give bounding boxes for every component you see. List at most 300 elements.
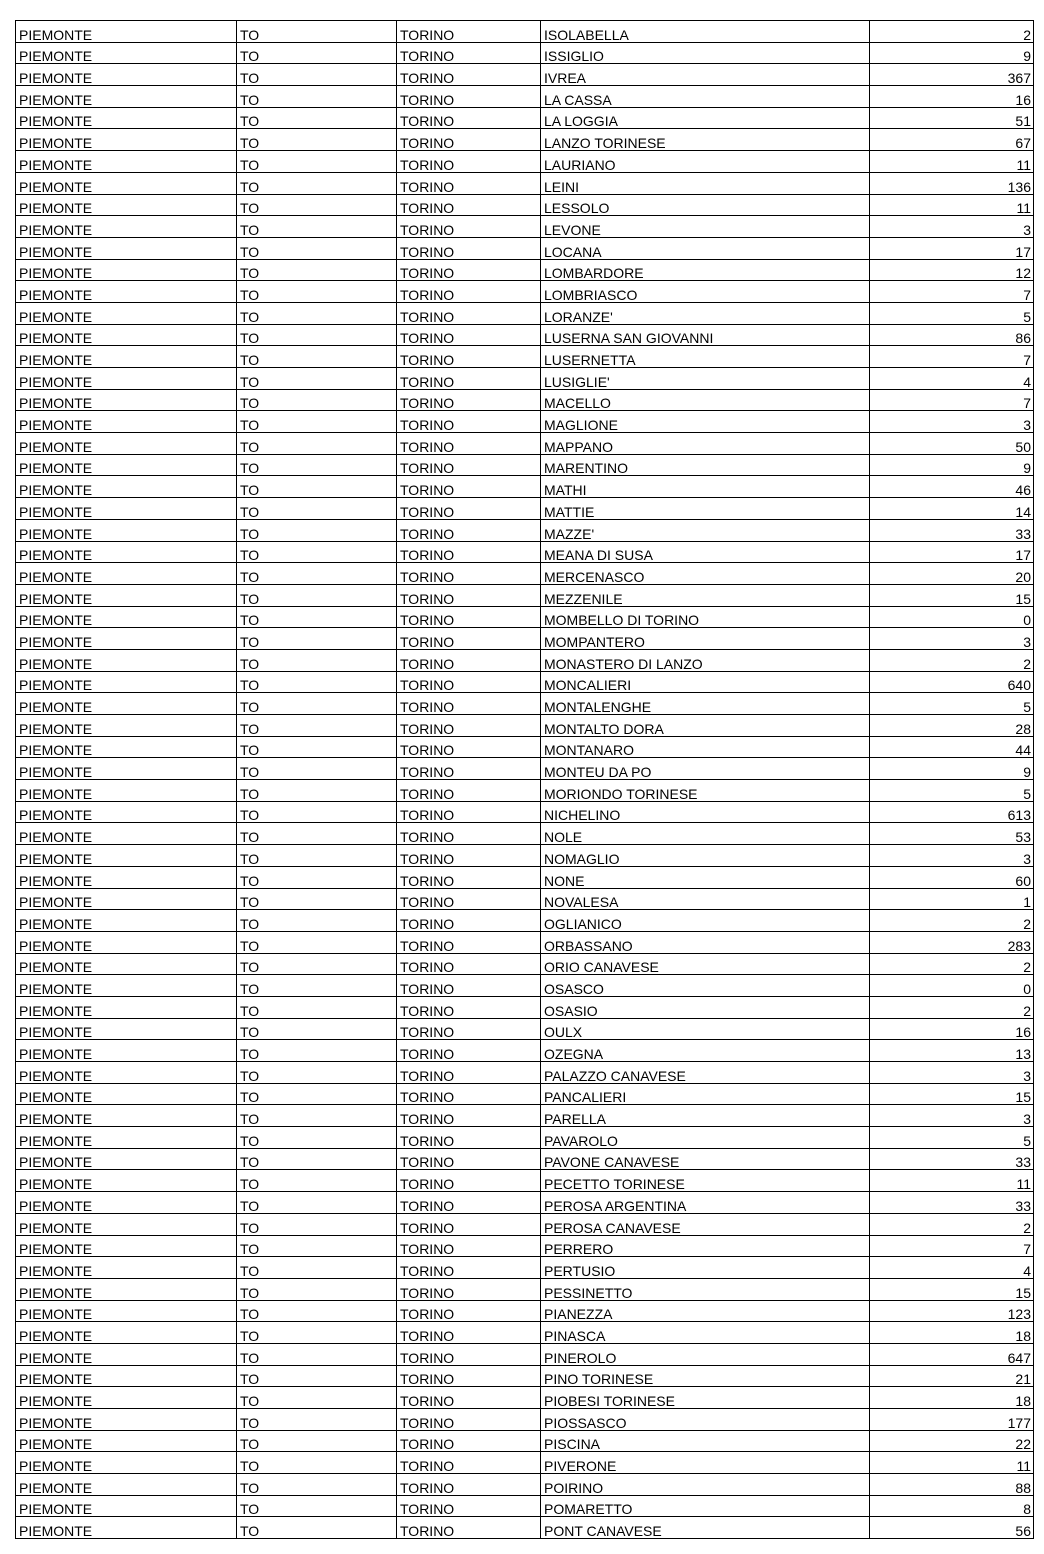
province-code-cell: TO xyxy=(237,1409,397,1431)
region-cell: PIEMONTE xyxy=(16,519,237,541)
region-cell: PIEMONTE xyxy=(16,1257,237,1279)
value-cell: 613 xyxy=(870,801,1034,823)
region-cell: PIEMONTE xyxy=(16,996,237,1018)
region-cell: PIEMONTE xyxy=(16,346,237,368)
province-code-cell: TO xyxy=(237,823,397,845)
value-cell: 283 xyxy=(870,931,1034,953)
value-cell: 3 xyxy=(870,1105,1034,1127)
municipality-cell: MERCENASCO xyxy=(541,563,870,585)
province-code-cell: TO xyxy=(237,671,397,693)
region-cell: PIEMONTE xyxy=(16,498,237,520)
municipality-cell: MARENTINO xyxy=(541,454,870,476)
value-cell: 1 xyxy=(870,888,1034,910)
region-cell: PIEMONTE xyxy=(16,628,237,650)
province-code-cell: TO xyxy=(237,1170,397,1192)
province-cell: TORINO xyxy=(397,1409,541,1431)
table-row xyxy=(16,1365,1034,1387)
table-row xyxy=(16,628,1034,650)
province-cell: TORINO xyxy=(397,758,541,780)
table-row xyxy=(16,975,1034,997)
table-row xyxy=(16,715,1034,737)
region-cell: PIEMONTE xyxy=(16,1083,237,1105)
table-row xyxy=(16,693,1034,715)
province-code-cell: TO xyxy=(237,628,397,650)
value-cell: 2 xyxy=(870,1213,1034,1235)
table-row xyxy=(16,1235,1034,1257)
table-row xyxy=(16,1517,1034,1539)
table-row xyxy=(16,519,1034,541)
region-cell: PIEMONTE xyxy=(16,1170,237,1192)
table-row xyxy=(16,1018,1034,1040)
region-cell: PIEMONTE xyxy=(16,823,237,845)
region-cell: PIEMONTE xyxy=(16,1452,237,1474)
municipality-cell: MONCALIERI xyxy=(541,671,870,693)
province-cell: TORINO xyxy=(397,1474,541,1496)
municipality-cell: MACELLO xyxy=(541,389,870,411)
province-code-cell: TO xyxy=(237,42,397,64)
province-cell: TORINO xyxy=(397,411,541,433)
municipality-cell: LA LOGGIA xyxy=(541,107,870,129)
municipality-cell: MONTANARO xyxy=(541,736,870,758)
municipality-cell: LESSOLO xyxy=(541,194,870,216)
province-code-cell: TO xyxy=(237,996,397,1018)
region-cell: PIEMONTE xyxy=(16,1062,237,1084)
region-cell: PIEMONTE xyxy=(16,216,237,238)
municipality-cell: MAGLIONE xyxy=(541,411,870,433)
region-cell: PIEMONTE xyxy=(16,237,237,259)
municipality-cell: PALAZZO CANAVESE xyxy=(541,1062,870,1084)
table-row xyxy=(16,1083,1034,1105)
municipality-cell: PIVERONE xyxy=(541,1452,870,1474)
province-cell: TORINO xyxy=(397,1517,541,1539)
table-row xyxy=(16,1170,1034,1192)
municipality-cell: OZEGNA xyxy=(541,1040,870,1062)
province-cell: TORINO xyxy=(397,736,541,758)
municipality-cell: LOCANA xyxy=(541,237,870,259)
value-cell: 15 xyxy=(870,1278,1034,1300)
table-row xyxy=(16,151,1034,173)
province-code-cell: TO xyxy=(237,1278,397,1300)
municipality-cell: PONT CANAVESE xyxy=(541,1517,870,1539)
municipality-cell: MEZZENILE xyxy=(541,584,870,606)
municipality-cell: MOMBELLO DI TORINO xyxy=(541,606,870,628)
table-row xyxy=(16,563,1034,585)
region-cell: PIEMONTE xyxy=(16,107,237,129)
province-cell: TORINO xyxy=(397,649,541,671)
province-code-cell: TO xyxy=(237,172,397,194)
municipality-cell: LANZO TORINESE xyxy=(541,129,870,151)
region-cell: PIEMONTE xyxy=(16,584,237,606)
table-row xyxy=(16,1300,1034,1322)
value-cell: 21 xyxy=(870,1365,1034,1387)
municipality-cell: PAVAROLO xyxy=(541,1127,870,1149)
table-row xyxy=(16,498,1034,520)
region-cell: PIEMONTE xyxy=(16,649,237,671)
region-cell: PIEMONTE xyxy=(16,888,237,910)
table-row xyxy=(16,433,1034,455)
province-code-cell: TO xyxy=(237,606,397,628)
value-cell: 177 xyxy=(870,1409,1034,1431)
province-code-cell: TO xyxy=(237,780,397,802)
table-row xyxy=(16,1387,1034,1409)
value-cell: 33 xyxy=(870,519,1034,541)
province-code-cell: TO xyxy=(237,1192,397,1214)
region-cell: PIEMONTE xyxy=(16,975,237,997)
table-row xyxy=(16,866,1034,888)
municipality-cell: MONTALENGHE xyxy=(541,693,870,715)
value-cell: 13 xyxy=(870,1040,1034,1062)
value-cell: 28 xyxy=(870,715,1034,737)
province-code-cell: TO xyxy=(237,64,397,86)
value-cell: 44 xyxy=(870,736,1034,758)
value-cell: 12 xyxy=(870,259,1034,281)
province-cell: TORINO xyxy=(397,454,541,476)
value-cell: 11 xyxy=(870,151,1034,173)
province-code-cell: TO xyxy=(237,324,397,346)
province-cell: TORINO xyxy=(397,42,541,64)
table-row xyxy=(16,736,1034,758)
table-row xyxy=(16,281,1034,303)
value-cell: 2 xyxy=(870,649,1034,671)
value-cell: 0 xyxy=(870,975,1034,997)
table-row xyxy=(16,1343,1034,1365)
province-code-cell: TO xyxy=(237,975,397,997)
municipality-cell: MONTEU DA PO xyxy=(541,758,870,780)
municipality-cell: MEANA DI SUSA xyxy=(541,541,870,563)
region-cell: PIEMONTE xyxy=(16,281,237,303)
province-cell: TORINO xyxy=(397,715,541,737)
table-row xyxy=(16,1062,1034,1084)
province-code-cell: TO xyxy=(237,931,397,953)
region-cell: PIEMONTE xyxy=(16,1040,237,1062)
value-cell: 123 xyxy=(870,1300,1034,1322)
province-code-cell: TO xyxy=(237,1040,397,1062)
province-cell: TORINO xyxy=(397,1452,541,1474)
province-code-cell: TO xyxy=(237,563,397,585)
table-row xyxy=(16,86,1034,108)
province-code-cell: TO xyxy=(237,433,397,455)
province-code-cell: TO xyxy=(237,411,397,433)
province-code-cell: TO xyxy=(237,715,397,737)
region-cell: PIEMONTE xyxy=(16,42,237,64)
region-cell: PIEMONTE xyxy=(16,1495,237,1517)
municipality-cell: LEVONE xyxy=(541,216,870,238)
table-row xyxy=(16,172,1034,194)
region-cell: PIEMONTE xyxy=(16,302,237,324)
municipality-cell: MONTALTO DORA xyxy=(541,715,870,737)
municipality-cell: POMARETTO xyxy=(541,1495,870,1517)
province-code-cell: TO xyxy=(237,216,397,238)
province-cell: TORINO xyxy=(397,368,541,390)
region-cell: PIEMONTE xyxy=(16,1192,237,1214)
region-cell: PIEMONTE xyxy=(16,801,237,823)
value-cell: 11 xyxy=(870,1170,1034,1192)
value-cell: 7 xyxy=(870,346,1034,368)
value-cell: 4 xyxy=(870,1257,1034,1279)
table-row xyxy=(16,216,1034,238)
region-cell: PIEMONTE xyxy=(16,1105,237,1127)
table-row xyxy=(16,801,1034,823)
value-cell: 16 xyxy=(870,1018,1034,1040)
region-cell: PIEMONTE xyxy=(16,866,237,888)
value-cell: 15 xyxy=(870,1083,1034,1105)
municipality-cell: LORANZE' xyxy=(541,302,870,324)
table-row xyxy=(16,129,1034,151)
province-cell: TORINO xyxy=(397,281,541,303)
region-cell: PIEMONTE xyxy=(16,931,237,953)
province-code-cell: TO xyxy=(237,1387,397,1409)
municipality-cell: MONASTERO DI LANZO xyxy=(541,649,870,671)
province-code-cell: TO xyxy=(237,1018,397,1040)
table-row xyxy=(16,346,1034,368)
province-code-cell: TO xyxy=(237,302,397,324)
value-cell: 3 xyxy=(870,216,1034,238)
value-cell: 67 xyxy=(870,129,1034,151)
province-code-cell: TO xyxy=(237,1365,397,1387)
table-row xyxy=(16,1495,1034,1517)
region-cell: PIEMONTE xyxy=(16,1278,237,1300)
province-cell: TORINO xyxy=(397,389,541,411)
municipality-cell: LA CASSA xyxy=(541,86,870,108)
value-cell: 647 xyxy=(870,1343,1034,1365)
province-code-cell: TO xyxy=(237,1213,397,1235)
province-cell: TORINO xyxy=(397,606,541,628)
province-code-cell: TO xyxy=(237,1257,397,1279)
value-cell: 7 xyxy=(870,281,1034,303)
table-row xyxy=(16,324,1034,346)
province-cell: TORINO xyxy=(397,541,541,563)
region-cell: PIEMONTE xyxy=(16,671,237,693)
value-cell: 9 xyxy=(870,42,1034,64)
province-cell: TORINO xyxy=(397,216,541,238)
region-cell: PIEMONTE xyxy=(16,1018,237,1040)
region-cell: PIEMONTE xyxy=(16,172,237,194)
province-cell: TORINO xyxy=(397,64,541,86)
table-row xyxy=(16,1257,1034,1279)
region-cell: PIEMONTE xyxy=(16,845,237,867)
province-code-cell: TO xyxy=(237,866,397,888)
region-cell: PIEMONTE xyxy=(16,1517,237,1539)
province-code-cell: TO xyxy=(237,1430,397,1452)
province-code-cell: TO xyxy=(237,476,397,498)
municipality-cell: OSASIO xyxy=(541,996,870,1018)
province-code-cell: TO xyxy=(237,1083,397,1105)
province-cell: TORINO xyxy=(397,1105,541,1127)
province-cell: TORINO xyxy=(397,129,541,151)
value-cell: 53 xyxy=(870,823,1034,845)
table-row xyxy=(16,42,1034,64)
municipality-cell: OULX xyxy=(541,1018,870,1040)
municipality-cell: NICHELINO xyxy=(541,801,870,823)
municipality-cell: LUSERNETTA xyxy=(541,346,870,368)
municipality-cell: LEINI xyxy=(541,172,870,194)
province-code-cell: TO xyxy=(237,888,397,910)
municipality-cell: PERRERO xyxy=(541,1235,870,1257)
value-cell: 2 xyxy=(870,996,1034,1018)
region-cell: PIEMONTE xyxy=(16,21,237,43)
region-cell: PIEMONTE xyxy=(16,476,237,498)
value-cell: 8 xyxy=(870,1495,1034,1517)
municipality-cell: LUSERNA SAN GIOVANNI xyxy=(541,324,870,346)
province-cell: TORINO xyxy=(397,324,541,346)
municipality-cell: PECETTO TORINESE xyxy=(541,1170,870,1192)
table-row xyxy=(16,411,1034,433)
value-cell: 56 xyxy=(870,1517,1034,1539)
province-cell: TORINO xyxy=(397,693,541,715)
value-cell: 20 xyxy=(870,563,1034,585)
province-cell: TORINO xyxy=(397,584,541,606)
municipality-cell: PINASCA xyxy=(541,1322,870,1344)
table-row xyxy=(16,1278,1034,1300)
province-code-cell: TO xyxy=(237,1062,397,1084)
province-cell: TORINO xyxy=(397,1148,541,1170)
province-cell: TORINO xyxy=(397,1300,541,1322)
municipality-cell: NONE xyxy=(541,866,870,888)
value-cell: 50 xyxy=(870,433,1034,455)
province-code-cell: TO xyxy=(237,21,397,43)
province-code-cell: TO xyxy=(237,281,397,303)
value-cell: 86 xyxy=(870,324,1034,346)
region-cell: PIEMONTE xyxy=(16,1213,237,1235)
municipality-cell: ORIO CANAVESE xyxy=(541,953,870,975)
region-cell: PIEMONTE xyxy=(16,1322,237,1344)
region-cell: PIEMONTE xyxy=(16,953,237,975)
municipality-cell: ISSIGLIO xyxy=(541,42,870,64)
municipality-cell: PARELLA xyxy=(541,1105,870,1127)
table-row xyxy=(16,541,1034,563)
value-cell: 5 xyxy=(870,780,1034,802)
municipality-cell: ISOLABELLA xyxy=(541,21,870,43)
province-cell: TORINO xyxy=(397,498,541,520)
value-cell: 5 xyxy=(870,1127,1034,1149)
region-cell: PIEMONTE xyxy=(16,541,237,563)
province-code-cell: TO xyxy=(237,389,397,411)
municipality-cell: MORIONDO TORINESE xyxy=(541,780,870,802)
table-row xyxy=(16,931,1034,953)
province-cell: TORINO xyxy=(397,953,541,975)
province-code-cell: TO xyxy=(237,519,397,541)
province-code-cell: TO xyxy=(237,1105,397,1127)
municipality-cell: NOMAGLIO xyxy=(541,845,870,867)
value-cell: 51 xyxy=(870,107,1034,129)
province-code-cell: TO xyxy=(237,346,397,368)
value-cell: 11 xyxy=(870,194,1034,216)
region-cell: PIEMONTE xyxy=(16,693,237,715)
value-cell: 33 xyxy=(870,1148,1034,1170)
province-code-cell: TO xyxy=(237,801,397,823)
province-code-cell: TO xyxy=(237,1235,397,1257)
region-cell: PIEMONTE xyxy=(16,86,237,108)
municipality-cell: PIOBESI TORINESE xyxy=(541,1387,870,1409)
province-cell: TORINO xyxy=(397,1062,541,1084)
province-cell: TORINO xyxy=(397,845,541,867)
table-row xyxy=(16,996,1034,1018)
province-cell: TORINO xyxy=(397,1387,541,1409)
province-code-cell: TO xyxy=(237,498,397,520)
province-cell: TORINO xyxy=(397,1040,541,1062)
province-code-cell: TO xyxy=(237,194,397,216)
province-code-cell: TO xyxy=(237,129,397,151)
municipality-cell: OSASCO xyxy=(541,975,870,997)
value-cell: 7 xyxy=(870,389,1034,411)
value-cell: 5 xyxy=(870,693,1034,715)
province-code-cell: TO xyxy=(237,845,397,867)
table-row xyxy=(16,107,1034,129)
province-cell: TORINO xyxy=(397,1257,541,1279)
province-cell: TORINO xyxy=(397,996,541,1018)
province-cell: TORINO xyxy=(397,910,541,932)
value-cell: 16 xyxy=(870,86,1034,108)
region-cell: PIEMONTE xyxy=(16,368,237,390)
table-row xyxy=(16,888,1034,910)
province-cell: TORINO xyxy=(397,433,541,455)
municipality-cell: POIRINO xyxy=(541,1474,870,1496)
province-cell: TORINO xyxy=(397,1495,541,1517)
region-cell: PIEMONTE xyxy=(16,780,237,802)
municipality-cell: LAURIANO xyxy=(541,151,870,173)
value-cell: 46 xyxy=(870,476,1034,498)
province-code-cell: TO xyxy=(237,454,397,476)
region-cell: PIEMONTE xyxy=(16,129,237,151)
province-code-cell: TO xyxy=(237,368,397,390)
table-row xyxy=(16,649,1034,671)
table-row xyxy=(16,910,1034,932)
municipality-cell: NOVALESA xyxy=(541,888,870,910)
province-code-cell: TO xyxy=(237,1517,397,1539)
table-row xyxy=(16,953,1034,975)
value-cell: 17 xyxy=(870,237,1034,259)
municipality-cell: PEROSA ARGENTINA xyxy=(541,1192,870,1214)
province-code-cell: TO xyxy=(237,584,397,606)
table-row xyxy=(16,1430,1034,1452)
value-cell: 9 xyxy=(870,454,1034,476)
region-cell: PIEMONTE xyxy=(16,194,237,216)
table-row xyxy=(16,1148,1034,1170)
municipality-cell: MATTIE xyxy=(541,498,870,520)
province-code-cell: TO xyxy=(237,237,397,259)
province-code-cell: TO xyxy=(237,1300,397,1322)
region-cell: PIEMONTE xyxy=(16,411,237,433)
table-row xyxy=(16,845,1034,867)
region-cell: PIEMONTE xyxy=(16,454,237,476)
table-row xyxy=(16,1322,1034,1344)
province-cell: TORINO xyxy=(397,519,541,541)
table-row xyxy=(16,194,1034,216)
municipality-cell: LOMBARDORE xyxy=(541,259,870,281)
region-cell: PIEMONTE xyxy=(16,389,237,411)
table-row xyxy=(16,1192,1034,1214)
table-row xyxy=(16,606,1034,628)
province-cell: TORINO xyxy=(397,1278,541,1300)
region-cell: PIEMONTE xyxy=(16,715,237,737)
region-cell: PIEMONTE xyxy=(16,1148,237,1170)
table-row xyxy=(16,758,1034,780)
municipality-cell: PESSINETTO xyxy=(541,1278,870,1300)
municipality-cell: OGLIANICO xyxy=(541,910,870,932)
municipality-cell: PISCINA xyxy=(541,1430,870,1452)
province-code-cell: TO xyxy=(237,107,397,129)
table-row xyxy=(16,584,1034,606)
province-cell: TORINO xyxy=(397,259,541,281)
municipality-cell: NOLE xyxy=(541,823,870,845)
province-cell: TORINO xyxy=(397,237,541,259)
municipality-cell: PERTUSIO xyxy=(541,1257,870,1279)
region-cell: PIEMONTE xyxy=(16,433,237,455)
province-code-cell: TO xyxy=(237,1148,397,1170)
table-row xyxy=(16,1127,1034,1149)
region-cell: PIEMONTE xyxy=(16,1365,237,1387)
value-cell: 18 xyxy=(870,1322,1034,1344)
